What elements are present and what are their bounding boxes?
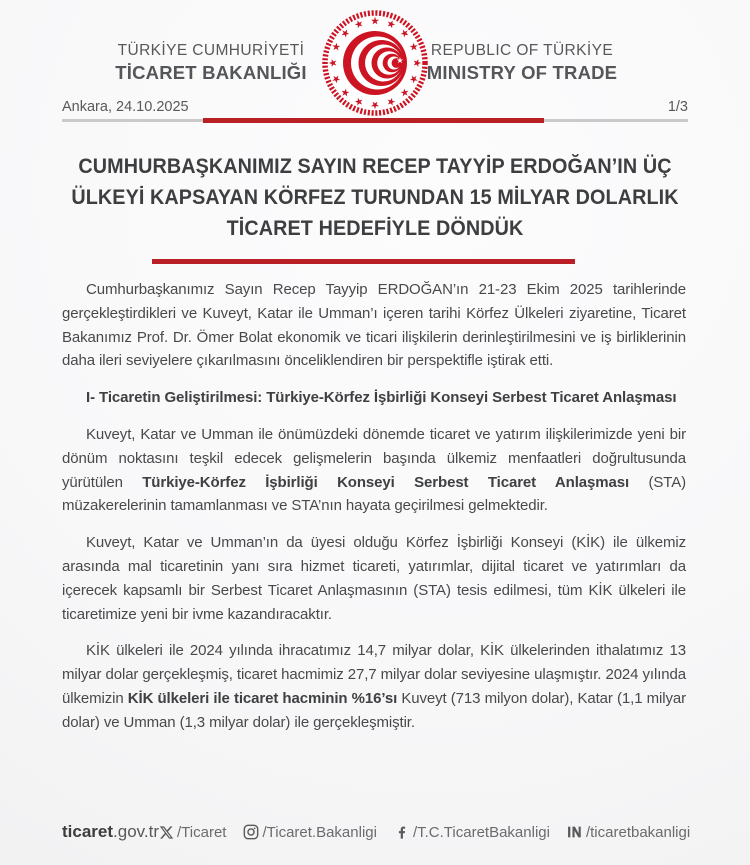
press-release-title <box>30 151 720 244</box>
ministry-name-english-line1: REPUBLIC OF TÜRKİYE <box>430 42 614 59</box>
social-handle: /T.C.TicaretBakanligi <box>412 823 550 841</box>
ministry-name-turkish-line2: TİCARET BAKANLIĞI <box>115 62 307 83</box>
social-link-x-twitter[interactable] <box>159 824 226 841</box>
paragraph-4-bold-phrase: KİK ülkeleri ile ticaret hacminin %16’sı <box>127 689 398 707</box>
page-indicator: 1/3 <box>667 99 688 115</box>
social-link-instagram[interactable] <box>243 824 377 841</box>
social-media-row <box>159 824 690 841</box>
header-divider-red-accent <box>203 118 544 123</box>
x-twitter-icon <box>159 825 174 840</box>
ministry-name-turkish-line1: TÜRKİYE CUMHURİYETİ <box>117 42 305 59</box>
paragraph-2-bold-phrase: Türkiye-Körfez İşbirliği Konseyi Serbest Ticaret Anlaşması <box>142 473 630 491</box>
social-link-nsosyal[interactable] <box>567 824 690 841</box>
website-bold-part: ticaret <box>62 822 114 841</box>
dateline: Ankara, 24.10.2025 <box>62 99 189 115</box>
paragraph-4-text: KİK ülkeleri ile 2024 yılında ihracatımız 14,7 milyar dolar, KİK ülkelerinden ithalatımız 13 milyar dolar gerçekleşmiş, ticaret hacmimiz 27,7 milyar dolar seviyesine ulaşmıştır. 2024 yılında ülkemizin <box>62 642 686 707</box>
paragraph-4 <box>62 639 686 734</box>
nsosyal-icon <box>567 824 583 840</box>
ministry-name-english <box>406 42 638 84</box>
social-handle: /Ticaret <box>177 823 227 841</box>
ministry-name-turkish <box>95 42 327 84</box>
social-link-facebook[interactable] <box>394 824 550 841</box>
footer <box>62 822 691 842</box>
facebook-icon <box>394 824 410 840</box>
title-line-1: CUMHURBAŞKANIMIZ SAYIN RECEP TAYYİP ERDOĞAN’IN ÜÇ <box>78 154 672 178</box>
paragraph-2-text-end: (STA) müzakerelerinin tamamlanması ve STA’nın hayata geçirilmesi gelmektedir. <box>62 473 687 515</box>
paragraph-3: Kuveyt, Katar ve Umman’ın da üyesi olduğu Körfez İşbirliği Konseyi (KİK) ile ülkemiz arasında mal ticaretinin yanı sıra hizmet ticareti, yatırımlar, dijital ticaret ve yatırımları da içerecek kapsamlı bir Serbest Ticaret Anlaşmasının (STA) tesis edilmesi, tüm KİK ülkeleri ile ticaretimize yeni bir ivme kazandıracaktır. <box>62 534 686 623</box>
website-link[interactable] <box>62 822 159 842</box>
social-handle: /ticaretbakanligi <box>585 823 691 841</box>
instagram-icon <box>243 824 259 840</box>
ministry-name-english-line2: MINISTRY OF TRADE <box>426 62 618 83</box>
paragraph-2-text: Kuveyt, Katar ve Umman ile önümüzdeki dönemde ticaret ve yatırım ilişkilerimizde yeni bir dönüm noktasını teşkil edecek gelişmelerin başında ülkemiz menfaatleri doğrultusunda yürütülen <box>62 425 686 491</box>
title-underline-bar <box>152 259 575 264</box>
header-divider <box>62 119 688 122</box>
date-page-row <box>62 99 688 115</box>
website-rest-part: .gov.tr <box>113 822 160 841</box>
paragraph-4-text-end: Kuveyt (713 milyon dolar), Katar (1,1 milyar dolar) ve Umman (1,3 milyar dolar) ile gerçekleşmiştir. <box>62 689 686 731</box>
paragraph-2 <box>62 423 686 518</box>
title-line-3: TİCARET HEDEFİYLE DÖNDÜK <box>226 216 524 240</box>
press-release-body <box>62 278 686 748</box>
title-line-2: ÜLKEYİ KAPSAYAN KÖRFEZ TURUNDAN 15 MİLYAR DOLARLIK <box>71 185 679 209</box>
section-heading-1: I- Ticaretin Geliştirilmesi: Türkiye-Körfez İşbirliği Konseyi Serbest Ticaret Anlaşması <box>86 389 677 407</box>
social-handle: /Ticaret.Bakanligi <box>262 823 377 841</box>
paragraph-1: Cumhurbaşkanımız Sayın Recep Tayyip ERDOĞAN’ın 21-23 Ekim 2025 tarihlerinde gerçekleştirdikleri ve Kuveyt, Katar ile Umman’ı içeren tarihi Körfez Ülkeleri ziyaretine, Ticaret Bakanımız Prof. Dr. Ömer Bolat ekonomik ve ticari ilişkilerin derinleştirilmesini ve iş birliklerinin daha ileri seviyelere çıkarılmasını önceliklendiren bir perspektifle iştirak etti. <box>62 281 686 370</box>
